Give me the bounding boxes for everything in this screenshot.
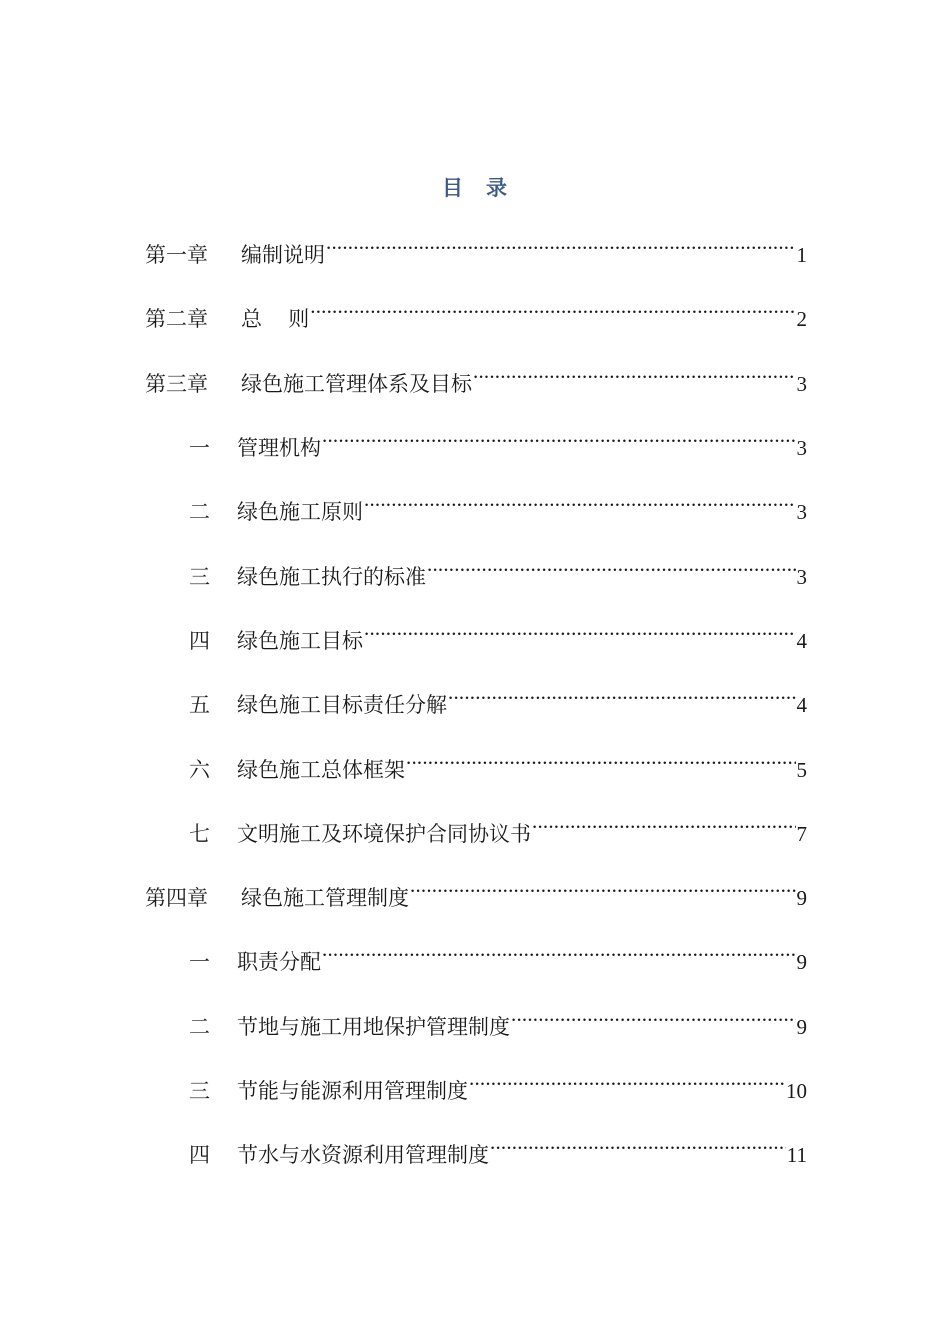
toc-dot-leader xyxy=(511,994,796,1034)
toc-entry-section[interactable] xyxy=(189,672,807,717)
toc-dot-leader xyxy=(410,865,796,905)
toc-entry-label: 绿色施工总体框架 xyxy=(237,758,405,782)
toc-entry-page: 11 xyxy=(786,1143,807,1167)
toc-dot-leader xyxy=(469,1058,785,1098)
toc-dot-leader xyxy=(427,544,796,584)
toc-entry-number: 第二章 xyxy=(145,307,208,331)
toc-entry-number: 五 xyxy=(189,693,210,717)
toc-dot-leader xyxy=(310,286,795,326)
toc-entry-page: 3 xyxy=(796,436,807,460)
toc-entry-page: 3 xyxy=(796,565,807,589)
toc-entry-label: 节地与施工用地保护管理制度 xyxy=(237,1015,510,1039)
toc-entry-section[interactable] xyxy=(189,929,807,974)
toc-dot-leader xyxy=(473,351,796,391)
toc-dot-leader xyxy=(322,415,796,455)
toc-entry-section[interactable] xyxy=(189,415,807,460)
toc-entry-chapter-1[interactable] xyxy=(145,222,807,267)
toc-entry-section[interactable] xyxy=(189,994,807,1039)
toc-entry-number: 第四章 xyxy=(145,886,208,910)
toc-entry-label: 绿色施工目标责任分解 xyxy=(237,693,447,717)
toc-entry-page: 10 xyxy=(786,1079,807,1103)
toc-entry-page: 4 xyxy=(796,629,807,653)
toc-entry-label: 绿色施工原则 xyxy=(237,500,363,524)
toc-entry-chapter-2[interactable] xyxy=(145,286,807,331)
toc-entry-number: 第三章 xyxy=(145,372,208,396)
toc-entry-label: 职责分配 xyxy=(237,950,321,974)
toc-entry-number: 七 xyxy=(189,822,210,846)
toc-entry-page: 7 xyxy=(796,822,807,846)
toc-dot-leader xyxy=(532,801,796,841)
toc-entry-label: 节水与水资源利用管理制度 xyxy=(237,1143,489,1167)
toc-entry-label: 文明施工及环境保护合同协议书 xyxy=(237,822,531,846)
toc-entry-label: 绿色施工执行的标准 xyxy=(237,565,426,589)
toc-entry-label: 绿色施工管理制度 xyxy=(241,886,409,910)
toc-entry-page: 1 xyxy=(796,243,807,267)
toc-entry-number: 一 xyxy=(189,436,210,460)
toc-entry-section[interactable] xyxy=(189,737,807,782)
toc-entry-page: 4 xyxy=(796,693,807,717)
toc-entry-section[interactable] xyxy=(189,544,807,589)
toc-entry-page: 9 xyxy=(796,1015,807,1039)
toc-entry-section[interactable] xyxy=(189,608,807,653)
toc-entry-chapter-4[interactable] xyxy=(145,865,807,910)
toc-dot-leader xyxy=(322,929,796,969)
toc-entry-number: 三 xyxy=(189,1079,210,1103)
toc-entry-label: 编制说明 xyxy=(241,243,325,267)
toc-entry-number: 第一章 xyxy=(145,243,208,267)
toc-dot-leader xyxy=(490,1122,786,1162)
toc-entry-label: 节能与能源利用管理制度 xyxy=(237,1079,468,1103)
toc-title xyxy=(0,172,950,202)
toc-entry-section[interactable] xyxy=(189,1122,807,1167)
toc-title-part2: 录 xyxy=(486,176,508,200)
toc-dot-leader xyxy=(364,479,796,519)
toc-entry-label: 绿色施工目标 xyxy=(237,629,363,653)
toc-entry-number: 六 xyxy=(189,758,210,782)
toc-title-part1: 目 xyxy=(442,176,464,200)
toc-entry-number: 二 xyxy=(189,500,210,524)
toc-dot-leader xyxy=(406,737,796,777)
toc-entry-page: 3 xyxy=(796,500,807,524)
toc-entry-label: 管理机构 xyxy=(237,436,321,460)
toc-entry-section[interactable] xyxy=(189,1058,807,1103)
toc-entry-page: 9 xyxy=(796,950,807,974)
toc-entry-section[interactable] xyxy=(189,479,807,524)
toc-entry-page: 2 xyxy=(796,307,807,331)
toc-entry-page: 3 xyxy=(796,372,807,396)
toc-dot-leader xyxy=(448,672,796,712)
toc-dot-leader xyxy=(364,608,796,648)
toc-dot-leader xyxy=(326,222,796,262)
toc-entry-section[interactable] xyxy=(189,801,807,846)
toc-entry-number: 四 xyxy=(189,1143,210,1167)
toc-entry-label: 总 则 xyxy=(241,307,310,331)
toc-entry-number: 二 xyxy=(189,1015,210,1039)
toc-entry-label: 绿色施工管理体系及目标 xyxy=(241,372,472,396)
toc-entry-number: 四 xyxy=(189,629,210,653)
toc-entry-page: 9 xyxy=(796,886,807,910)
toc-entry-chapter-3[interactable] xyxy=(145,351,807,396)
toc-entry-number: 三 xyxy=(189,565,210,589)
toc-entry-page: 5 xyxy=(796,758,807,782)
toc-entry-number: 一 xyxy=(189,950,210,974)
